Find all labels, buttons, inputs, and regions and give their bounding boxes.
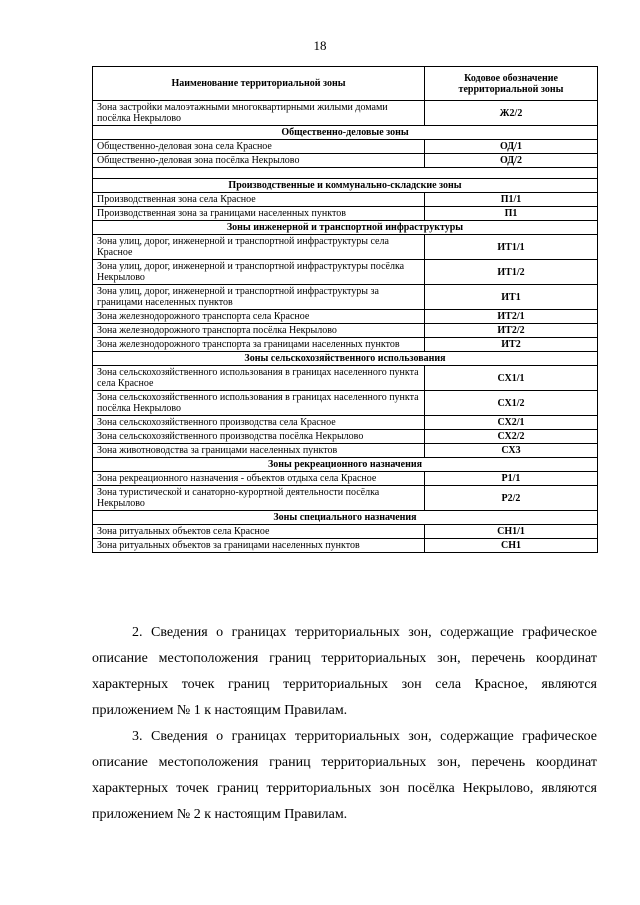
table-row [93,416,598,430]
table-row [93,430,598,444]
section-title: Производственные и коммунально-складские зоны [93,179,598,193]
zone-code-cell: ИТ1 [425,285,598,310]
zone-name-cell: Зона улиц, дорог, инженерной и транспортной инфраструктуры посёлка Некрылово [93,260,425,285]
zone-name-cell: Зона железнодорожного транспорта посёлка Некрылово [93,324,425,338]
table-row [93,338,598,352]
zone-name-cell: Зона улиц, дорог, инженерной и транспортной инфраструктуры за границами населенных пунктов [93,285,425,310]
zone-name-cell: Зона животноводства за границами населенных пунктов [93,444,425,458]
zone-code-cell: СН1/1 [425,525,598,539]
table-row [93,539,598,553]
zone-name-cell: Зона сельскохозяйственного использования в границах населенного пункта села Красное [93,366,425,391]
zone-name-cell: Зона сельскохозяйственного использования в границах населенного пункта посёлка Некрылово [93,391,425,416]
zone-code-cell: ИТ2/2 [425,324,598,338]
zone-code-cell: СХ1/2 [425,391,598,416]
zone-code-cell: ИТ2/1 [425,310,598,324]
section-row [93,511,598,525]
table-row [93,324,598,338]
header-zone-name: Наименование территориальной зоны [93,67,425,101]
zone-name-cell: Общественно-деловая зона села Красное [93,140,425,154]
paragraphs [92,620,597,828]
table-row [93,154,598,168]
table-row [93,525,598,539]
zone-code-cell: СХ3 [425,444,598,458]
section-row [93,458,598,472]
section-row [93,126,598,140]
zone-name-cell: Зона сельскохозяйственного производства села Красное [93,416,425,430]
zone-code-cell: СХ1/1 [425,366,598,391]
zone-code-cell: Ж2/2 [425,101,598,126]
zone-code-cell: Р1/1 [425,472,598,486]
zones-table [92,66,598,553]
zone-name-cell: Зона рекреационного назначения - объектов отдыха села Красное [93,472,425,486]
header-zone-code: Кодовое обозначение территориальной зоны [425,67,598,101]
blank-row [93,168,598,179]
table-row [93,366,598,391]
table-row [93,140,598,154]
zone-name-cell: Зона железнодорожного транспорта села Красное [93,310,425,324]
section-title: Зоны специального назначения [93,511,598,525]
zone-code-cell: ИТ1/1 [425,235,598,260]
page-number: 18 [313,38,327,53]
section-title: Зоны рекреационного назначения [93,458,598,472]
table-row [93,472,598,486]
table-row [93,193,598,207]
zone-code-cell: СХ2/1 [425,416,598,430]
section-title: Зоны инженерной и транспортной инфраструктуры [93,221,598,235]
table-row [93,207,598,221]
zone-code-cell: ИТ1/2 [425,260,598,285]
zone-name-cell: Зона ритуальных объектов за границами населенных пунктов [93,539,425,553]
zone-code-cell: П1 [425,207,598,221]
zone-code-cell: ИТ2 [425,338,598,352]
section-title: Общественно-деловые зоны [93,126,598,140]
table-row [93,101,598,126]
table-row [93,310,598,324]
table-row [93,235,598,260]
section-title: Зоны сельскохозяйственного использования [93,352,598,366]
table-row [93,391,598,416]
zone-name-cell: Производственная зона за границами населенных пунктов [93,207,425,221]
zone-code-cell: СХ2/2 [425,430,598,444]
zone-name-cell: Зона ритуальных объектов села Красное [93,525,425,539]
section-row [93,352,598,366]
zone-name-cell: Зона улиц, дорог, инженерной и транспортной инфраструктуры села Красное [93,235,425,260]
zone-name-cell: Производственная зона села Красное [93,193,425,207]
table-row [93,285,598,310]
table-row [93,444,598,458]
zone-name-cell: Зона сельскохозяйственного производства посёлка Некрылово [93,430,425,444]
zone-code-cell: П1/1 [425,193,598,207]
section-row [93,179,598,193]
section-row [93,221,598,235]
zone-name-cell: Зона железнодорожного транспорта за границами населенных пунктов [93,338,425,352]
zone-code-cell: СН1 [425,539,598,553]
zone-code-cell: Р2/2 [425,486,598,511]
paragraph-3: 3. Сведения о границах территориальных зон, содержащие графическое описание местоположения границ территориальных зон, перечень координат характерных точек границ территориальных зон посёлка Некрылово, являются приложением № 2 к настоящим Правилам. [92,729,597,822]
table-row [93,260,598,285]
blank-cell [93,168,598,179]
zone-code-cell: ОД/2 [425,154,598,168]
zone-name-cell: Зона застройки малоэтажными многоквартирными жилыми домами посёлка Некрылово [93,101,425,126]
table-row [93,486,598,511]
zones-table-body [93,101,598,553]
zone-name-cell: Зона туристической и санаторно-курортной деятельности посёлка Некрылово [93,486,425,511]
zone-code-cell: ОД/1 [425,140,598,154]
paragraph-2: 2. Сведения о границах территориальных зон, содержащие графическое описание местоположения границ территориальных зон, перечень координат характерных точек границ территориальных зон села Красное, являются приложением № 1 к настоящим Правилам. [92,625,597,718]
table-header-row [93,67,598,101]
zone-name-cell: Общественно-деловая зона посёлка Некрылово [93,154,425,168]
